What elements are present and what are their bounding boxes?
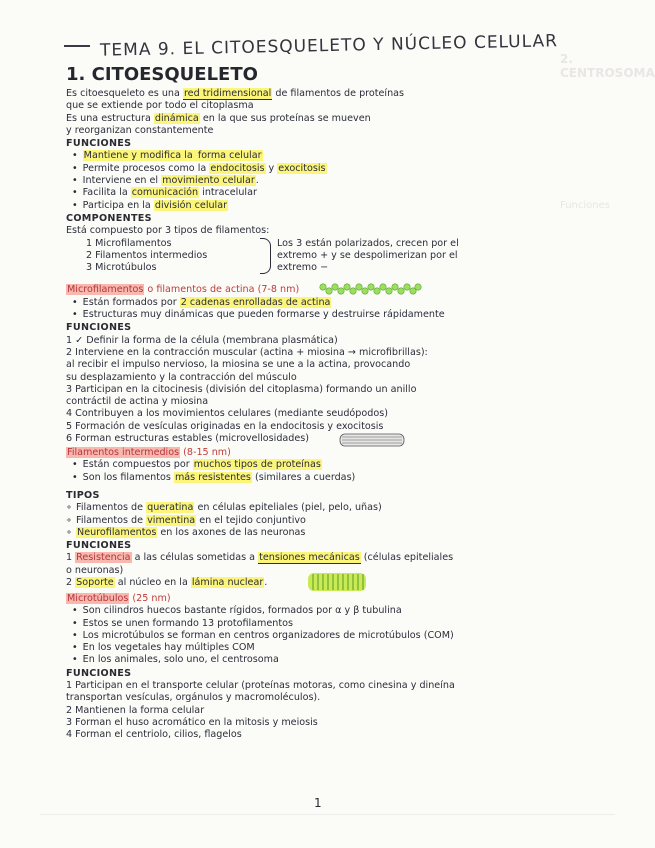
list-item: al recibir el impulso nervioso, la miosina se une a la actina, provocando bbox=[66, 359, 411, 371]
list-item: 1 Microfilamentos bbox=[86, 237, 172, 249]
intermediate-filament-illustration bbox=[339, 433, 405, 447]
list-item: 2 Soporte al núcleo en la lámina nuclear. bbox=[66, 577, 598, 593]
section-heading: 1. CITOESQUELETO bbox=[66, 64, 258, 85]
list-item: • Estos se unen formando 13 protofilamentos bbox=[66, 618, 598, 630]
list-item: 3 Microtúbulos bbox=[86, 262, 157, 274]
funciones-list bbox=[66, 150, 598, 211]
intro-paragraph bbox=[66, 88, 598, 137]
list-item: • Son los filamentos más resistentes (similares a cuerdas) bbox=[66, 472, 598, 484]
list-item: • Facilita la comunicación intracelular bbox=[66, 187, 598, 199]
list-item: 1 Resistencia a las células sometidas a tensiones mecánicas (células epiteliales bbox=[66, 552, 454, 564]
list-item: • Estructuras muy dinámicas que pueden formarse y destruirse rápidamente bbox=[66, 309, 598, 321]
list-item: • Los microtúbulos se forman en centros organizadores de microtúbulos (COM) bbox=[66, 630, 598, 642]
microtubulos-heading: Microtúbulos (25 nm) bbox=[67, 592, 171, 604]
list-item: 2 Mantienen la forma celular bbox=[66, 704, 205, 716]
list-item: 3 Participan en la citocinesis (división del citoplasma) formando un anillo bbox=[66, 383, 417, 395]
list-item: • Permite procesos como la endocitosis y exocitosis bbox=[66, 163, 598, 175]
title-dash bbox=[64, 45, 90, 47]
microfilamentos-heading: Microfilamentos o filamentos de actina (7-8 nm) bbox=[66, 283, 598, 296]
list-item: • En los vegetales hay múltiples COM bbox=[66, 642, 598, 654]
componentes-note: Los 3 están polarizados, crecen por el extremo + y se despolimerizan por el extremo − bbox=[277, 237, 459, 274]
intro-line: que se extiende por todo el citoplasma bbox=[66, 100, 254, 112]
list-item: 2 Interviene en la contracción muscular (actina + miosina → microfibrillas): bbox=[66, 346, 428, 358]
list-item: • En los animales, solo uno, el centrosoma bbox=[66, 654, 598, 666]
intermedios-heading: Filamentos intermedios (8-15 nm) bbox=[67, 447, 231, 459]
componentes-label: COMPONENTES bbox=[66, 212, 152, 224]
list-item: 6 Forman estructuras estables (microvellosidades) bbox=[66, 433, 598, 447]
notes-content bbox=[66, 64, 598, 742]
list-item: 5 Formación de vesículas originadas en la endocitosis y exocitosis bbox=[66, 420, 384, 432]
list-item: 4 Contribuyen a los movimientos celulares (mediante seudópodos) bbox=[66, 408, 388, 420]
list-item: • Están formados por 2 cadenas enrolladas de actina bbox=[66, 297, 598, 309]
componentes-intro: Está compuesto por 3 tipos de filamentos: bbox=[66, 225, 270, 237]
list-item: ∘ Neurofilamentos en los axones de las neuronas bbox=[66, 527, 598, 539]
title-row bbox=[64, 31, 624, 61]
bleed-through-word: Funciones bbox=[560, 200, 610, 211]
actin-chain-illustration bbox=[318, 283, 422, 295]
footer-divider bbox=[40, 814, 615, 815]
funciones-label: FUNCIONES bbox=[66, 667, 132, 679]
list-item: 1 Participan en el transporte celular (proteínas motoras, como cinesina y dineína bbox=[66, 680, 455, 692]
intro-line: Es una estructura dinámica en la que sus proteínas se mueven bbox=[66, 112, 371, 124]
intro-line: Es citoesqueleto es una red tridimensional de filamentos de proteínas bbox=[66, 88, 405, 99]
list-item: 4 Forman el centriolo, cilios, flagelos bbox=[66, 729, 242, 741]
list-item: 3 Forman el huso acromático en la mitosis y meiosis bbox=[66, 716, 318, 728]
curly-brace bbox=[260, 238, 271, 275]
page-number: 1 bbox=[314, 796, 322, 810]
list-item: • Mantiene y modifica la forma celular bbox=[66, 150, 598, 162]
list-item: contráctil de actina y miosina bbox=[66, 396, 209, 408]
list-item: 2 Filamentos intermedios bbox=[86, 249, 208, 261]
componentes-list bbox=[66, 238, 256, 275]
list-item: • Participa en la división celular bbox=[66, 200, 598, 212]
list-item: su desplazamiento y la contracción del músculo bbox=[66, 371, 297, 383]
microtubule-illustration bbox=[307, 571, 367, 593]
micro-funciones-list bbox=[66, 335, 598, 447]
funciones-label: FUNCIONES bbox=[66, 138, 132, 150]
intro-line: y reorganizan constantemente bbox=[66, 124, 214, 136]
list-item: • Interviene en el movimiento celular. bbox=[66, 175, 598, 187]
list-item: o neuronas) bbox=[66, 564, 124, 576]
list-item: ∘ Filamentos de vimentina en el tejido conjuntivo bbox=[66, 515, 598, 527]
page-title: TEMA 9. EL CITOESQUELETO Y NÚCLEO CELULAR bbox=[99, 31, 559, 61]
componentes-block bbox=[66, 238, 598, 275]
list-item: • Son cilindros huecos bastante rígidos, formados por α y β tubulina bbox=[66, 605, 598, 617]
funciones-label: FUNCIONES bbox=[66, 322, 132, 334]
list-item: transportan vesículas, orgánulos y macromoléculos). bbox=[66, 692, 321, 704]
list-item: 1 ✓ Definir la forma de la célula (membrana plasmática) bbox=[66, 334, 338, 346]
bleed-through-heading: 2. CENTROSOMA bbox=[560, 52, 655, 80]
funciones-label: FUNCIONES bbox=[66, 540, 132, 552]
list-item: • Están compuestos por muchos tipos de proteínas bbox=[66, 459, 598, 471]
list-item: ∘ Filamentos de queratina en células epiteliales (piel, pelo, uñas) bbox=[66, 502, 598, 514]
tipos-label: TIPOS bbox=[66, 489, 100, 501]
